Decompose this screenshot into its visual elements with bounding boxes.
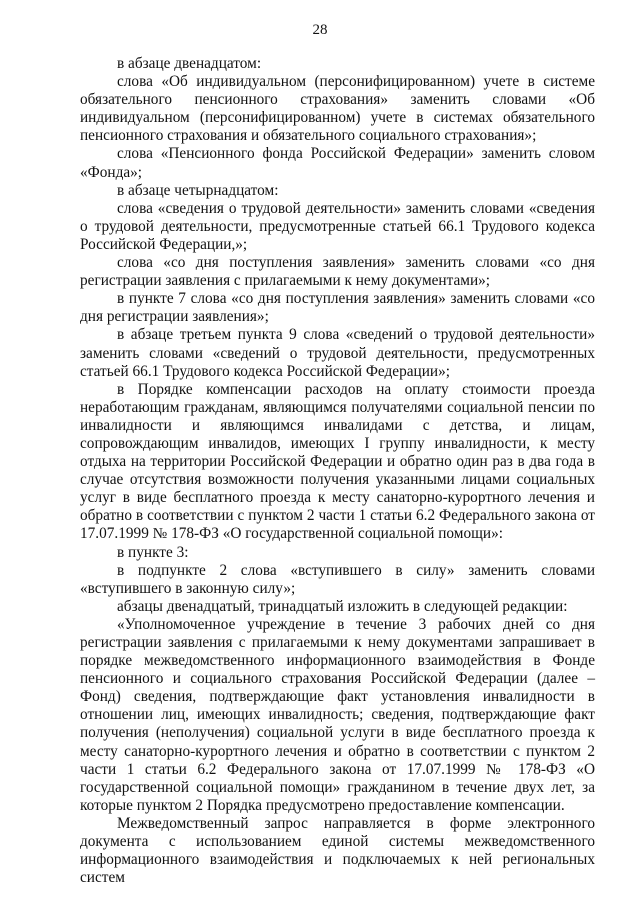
paragraph: в Порядке компенсации расходов на оплату стоимости проезда неработающим гражданам, являющимся получателями социальной пенсии по инвалидности и являющимся инвалидами с детства, и лицам, сопровождающим инвалидов, имеющих I группу инвалидности, к месту отдыха на территории Российской Федерации и обратно один раз в два года в случае отсутствия возможности получения указанными лицами социальных услуг в виде бесплатного проезда к месту санаторно-курортного лечения и обратно в соответствии с пунктом 2 части 1 статьи 6.2 Федерального закона от 17.07.1999 № 178-ФЗ «О государственной социальной помощи»:	[80, 380, 595, 543]
paragraph: слова «Пенсионного фонда Российской Федерации» заменить словом «Фонда»;	[80, 145, 595, 181]
paragraph: абзацы двенадцатый, тринадцатый изложить в следующей редакции:	[117, 597, 568, 615]
paragraph: слова «Об индивидуальном (персонифицированном) учете в системе обязательного пенсионного страхования» заменить словами «Об индивидуальном (персонифицированном) учете в системах обязательного пенсионного страхования и обязательного социального страхования»;	[80, 73, 595, 145]
paragraph: в абзаце четырнадцатом:	[117, 181, 279, 199]
paragraph: «Уполномоченное учреждение в течение 3 рабочих дней со дня регистрации заявления с прилагаемыми к нему документами запрашивает в порядке межведомственного информационного взаимодействия в Фонде пенсионного и социального страхования Российской Федерации (далее – Фонд) сведения, подтверждающие факт установления инвалидности в отношении лиц, имеющих инвалидность; сведения, подтверждающие факт получения (неполучения) социальной услуги в виде бесплатного проезда к месту санаторно-курортного лечения и обратно в соответствии с пунктом 2 части 1 статьи 6.2 Федерального закона от 17.07.1999 № 178-ФЗ «О государственной социальной помощи» гражданином в течение двух лет, за которые пунктом 2 Порядка предусмотрено предоставление компенсации.	[80, 615, 595, 814]
paragraph: в абзаце двенадцатом:	[117, 55, 262, 72]
paragraph: в абзаце третьем пункта 9 слова «сведений о трудовой деятельности» заменить словами «сведений о трудовой деятельности, предусмотренных статьей 66.1 Трудового кодекса Российской Федерации»;	[80, 326, 595, 380]
paragraph: в пункте 3:	[117, 543, 189, 561]
paragraph: слова «со дня поступления заявления» заменить словами «со дня регистрации заявления с прилагаемыми к нему документами»;	[80, 254, 595, 290]
paragraph: слова «сведения о трудовой деятельности» заменить словами «сведения о трудовой деятельности, предусмотренные статьей 66.1 Трудового кодекса Российской Федерации,»;	[80, 199, 595, 253]
page-number: 28	[312, 22, 328, 38]
paragraph: в пункте 7 слова «со дня поступления заявления» заменить словами «со дня регистрации заявления»;	[80, 290, 595, 326]
document-body	[80, 55, 595, 887]
paragraph: Межведомственный запрос направляется в форме электронного документа с использованием единой системы межведомственного информационного взаимодействия и подключаемых к ней региональных систем	[80, 814, 595, 887]
paragraph: в подпункте 2 слова «вступившего в силу» заменить словами «вступившего в законную силу»;	[80, 561, 595, 597]
